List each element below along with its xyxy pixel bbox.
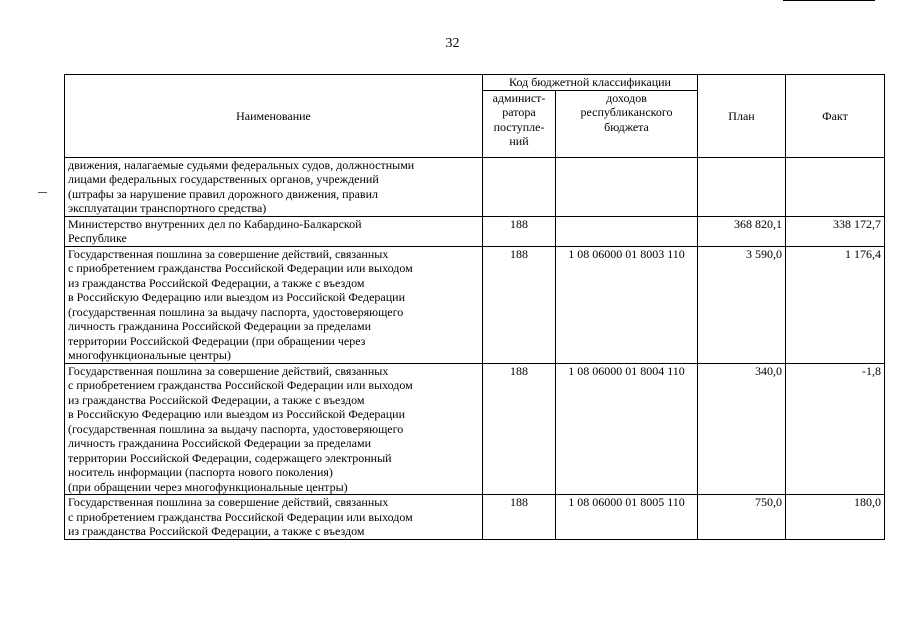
- cell-name: Государственная пошлина за совершение действий, связанных с приобретением гражданства Российской Федерации или выходом из гражданства Российской Федерации, а также с въездом: [65, 495, 483, 540]
- cell-admin-code: 188: [483, 363, 556, 495]
- cell-income-code: [556, 157, 698, 216]
- cell-admin-code: 188: [483, 246, 556, 363]
- cell-name: движения, налагаемые судьями федеральных судов, должностными лицами федеральных государственных органов, учреждений (штрафы за нарушение правил дорожного движения, правил эксплуатации транспортного средства): [65, 157, 483, 216]
- cell-plan: [698, 157, 786, 216]
- cell-income-code: 1 08 06000 01 8003 110: [556, 246, 698, 363]
- margin-tick: [38, 192, 47, 193]
- header-admin: админист- ратора поступле- ний: [483, 90, 556, 157]
- table-row: [65, 216, 885, 246]
- cell-admin-code: 188: [483, 216, 556, 246]
- budget-table: [64, 74, 885, 540]
- table-row: [65, 246, 885, 363]
- table-row: [65, 157, 885, 216]
- header-fact: Факт: [786, 75, 885, 158]
- cell-income-code: 1 08 06000 01 8004 110: [556, 363, 698, 495]
- top-rule: [783, 0, 875, 1]
- table-body: [65, 157, 885, 539]
- header-name: Наименование: [65, 75, 483, 158]
- cell-fact: -1,8: [786, 363, 885, 495]
- cell-income-code: [556, 216, 698, 246]
- header-row-1: [65, 75, 885, 91]
- cell-admin-code: 188: [483, 495, 556, 540]
- cell-fact: 338 172,7: [786, 216, 885, 246]
- header-plan: План: [698, 75, 786, 158]
- cell-plan: 3 590,0: [698, 246, 786, 363]
- cell-fact: [786, 157, 885, 216]
- table-row: [65, 363, 885, 495]
- cell-fact: 180,0: [786, 495, 885, 540]
- cell-name: Министерство внутренних дел по Кабардино-Балкарской Республике: [65, 216, 483, 246]
- cell-fact: 1 176,4: [786, 246, 885, 363]
- cell-plan: 368 820,1: [698, 216, 786, 246]
- cell-name: Государственная пошлина за совершение действий, связанных с приобретением гражданства Российской Федерации или выходом из гражданства Российской Федерации, а также с въездом в Российскую Федерацию или выездом из Российской Федерации (государственная пошлина за выдачу паспорта, удостоверяющего личность гражданина Российской Федерации за пределами территории Российской Федерации, содержащего электронный носитель информации (паспорта нового поколения) (при обращении через многофункциональные центры): [65, 363, 483, 495]
- table-row: [65, 495, 885, 540]
- cell-plan: 340,0: [698, 363, 786, 495]
- page-number: 32: [445, 36, 460, 51]
- cell-admin-code: [483, 157, 556, 216]
- header-income: доходов республиканского бюджета: [556, 90, 698, 157]
- cell-income-code: 1 08 06000 01 8005 110: [556, 495, 698, 540]
- cell-name: Государственная пошлина за совершение действий, связанных с приобретением гражданства Российской Федерации или выходом из гражданства Российской Федерации, а также с въездом в Российскую Федерацию или выездом из Российской Федерации (государственная пошлина за выдачу паспорта, удостоверяющего личность гражданина Российской Федерации за пределами территории Российской Федерации (при обращении через многофункциональные центры): [65, 246, 483, 363]
- cell-plan: 750,0: [698, 495, 786, 540]
- header-budget-code-group: Код бюджетной классификации: [483, 75, 698, 91]
